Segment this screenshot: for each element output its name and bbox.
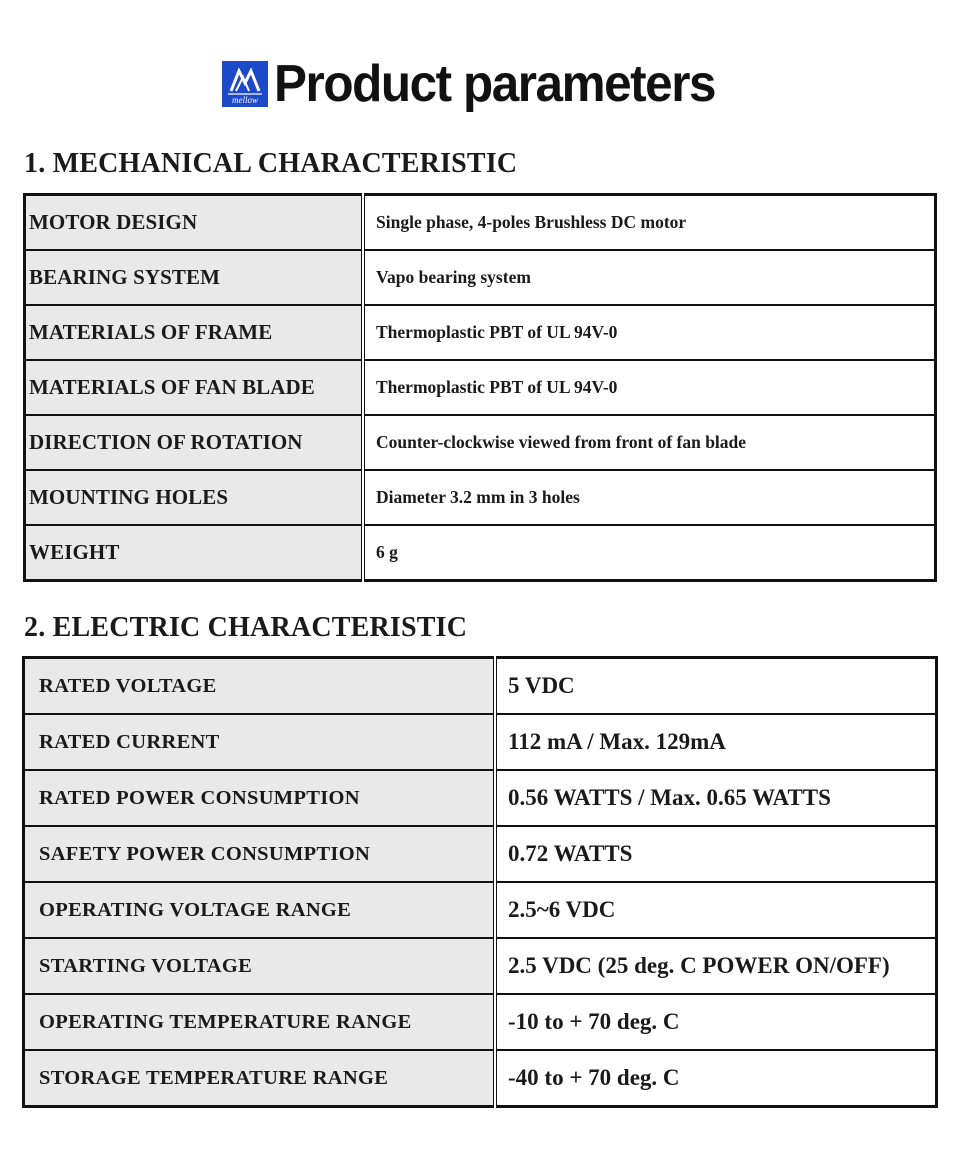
table-row: [24, 658, 937, 715]
spec-value: -10 to + 70 deg. C: [495, 994, 937, 1050]
spec-value: -40 to + 70 deg. C: [508, 1065, 680, 1090]
table-row: [24, 770, 937, 826]
spec-value: Vapo bearing system: [363, 250, 936, 305]
spec-value: Thermoplastic PBT of UL 94V-0: [363, 305, 936, 360]
table-row: [24, 994, 937, 1050]
page-title: Product parameters: [273, 55, 715, 113]
table-row: [25, 195, 936, 251]
table-row: [25, 525, 936, 581]
spec-label: BEARING SYSTEM: [25, 250, 364, 305]
table-row: [24, 1050, 937, 1107]
table-row: [25, 360, 936, 415]
table-row: [24, 938, 937, 994]
spec-label: DIRECTION OF ROTATION: [25, 415, 364, 470]
spec-value: Counter-clockwise viewed from front of fan blade: [363, 415, 936, 470]
table-row: [25, 415, 936, 470]
logo-text: mellow: [231, 95, 258, 105]
table-row: [24, 714, 937, 770]
table-row: [25, 305, 936, 360]
table-row: [24, 882, 937, 938]
page-header: [0, 52, 960, 116]
spec-value: 6 g: [376, 542, 398, 562]
spec-label: MOTOR DESIGN: [25, 195, 364, 251]
spec-label: OPERATING TEMPERATURE RANGE: [24, 994, 496, 1050]
electric-section-title: 2. ELECTRIC CHARACTERISTIC: [24, 612, 468, 643]
spec-label: RATED CURRENT: [24, 714, 496, 770]
mechanical-spec-table: [23, 193, 937, 582]
spec-value: 0.72 WATTS: [495, 826, 937, 882]
spec-label: MOUNTING HOLES: [25, 470, 364, 525]
mechanical-section-title: 1. MECHANICAL CHARACTERISTIC: [24, 148, 518, 179]
spec-label: RATED POWER CONSUMPTION: [24, 770, 496, 826]
spec-label: WEIGHT: [25, 525, 364, 581]
spec-label: RATED VOLTAGE: [24, 658, 496, 715]
spec-label: MATERIALS OF FRAME: [25, 305, 364, 360]
spec-value: Thermoplastic PBT of UL 94V-0: [363, 360, 936, 415]
table-row: [24, 826, 937, 882]
spec-label: STORAGE TEMPERATURE RANGE: [24, 1050, 496, 1107]
spec-value: 0.56 WATTS / Max. 0.65 WATTS: [495, 770, 937, 826]
spec-value: 112 mA / Max. 129mA: [495, 714, 937, 770]
table-row: [25, 470, 936, 525]
spec-label: MATERIALS OF FAN BLADE: [25, 360, 364, 415]
spec-label: OPERATING VOLTAGE RANGE: [24, 882, 496, 938]
spec-value: Single phase, 4-poles Brushless DC motor: [363, 195, 936, 251]
spec-value: 2.5 VDC (25 deg. C POWER ON/OFF): [495, 938, 937, 994]
mellow-logo-icon: [222, 61, 268, 107]
spec-label: SAFETY POWER CONSUMPTION: [24, 826, 496, 882]
spec-value: 5 VDC: [495, 658, 937, 715]
spec-value: 2.5~6 VDC: [495, 882, 937, 938]
electric-spec-table: [22, 656, 938, 1108]
table-row: [25, 250, 936, 305]
spec-label: STARTING VOLTAGE: [24, 938, 496, 994]
spec-value: Diameter 3.2 mm in 3 holes: [363, 470, 936, 525]
